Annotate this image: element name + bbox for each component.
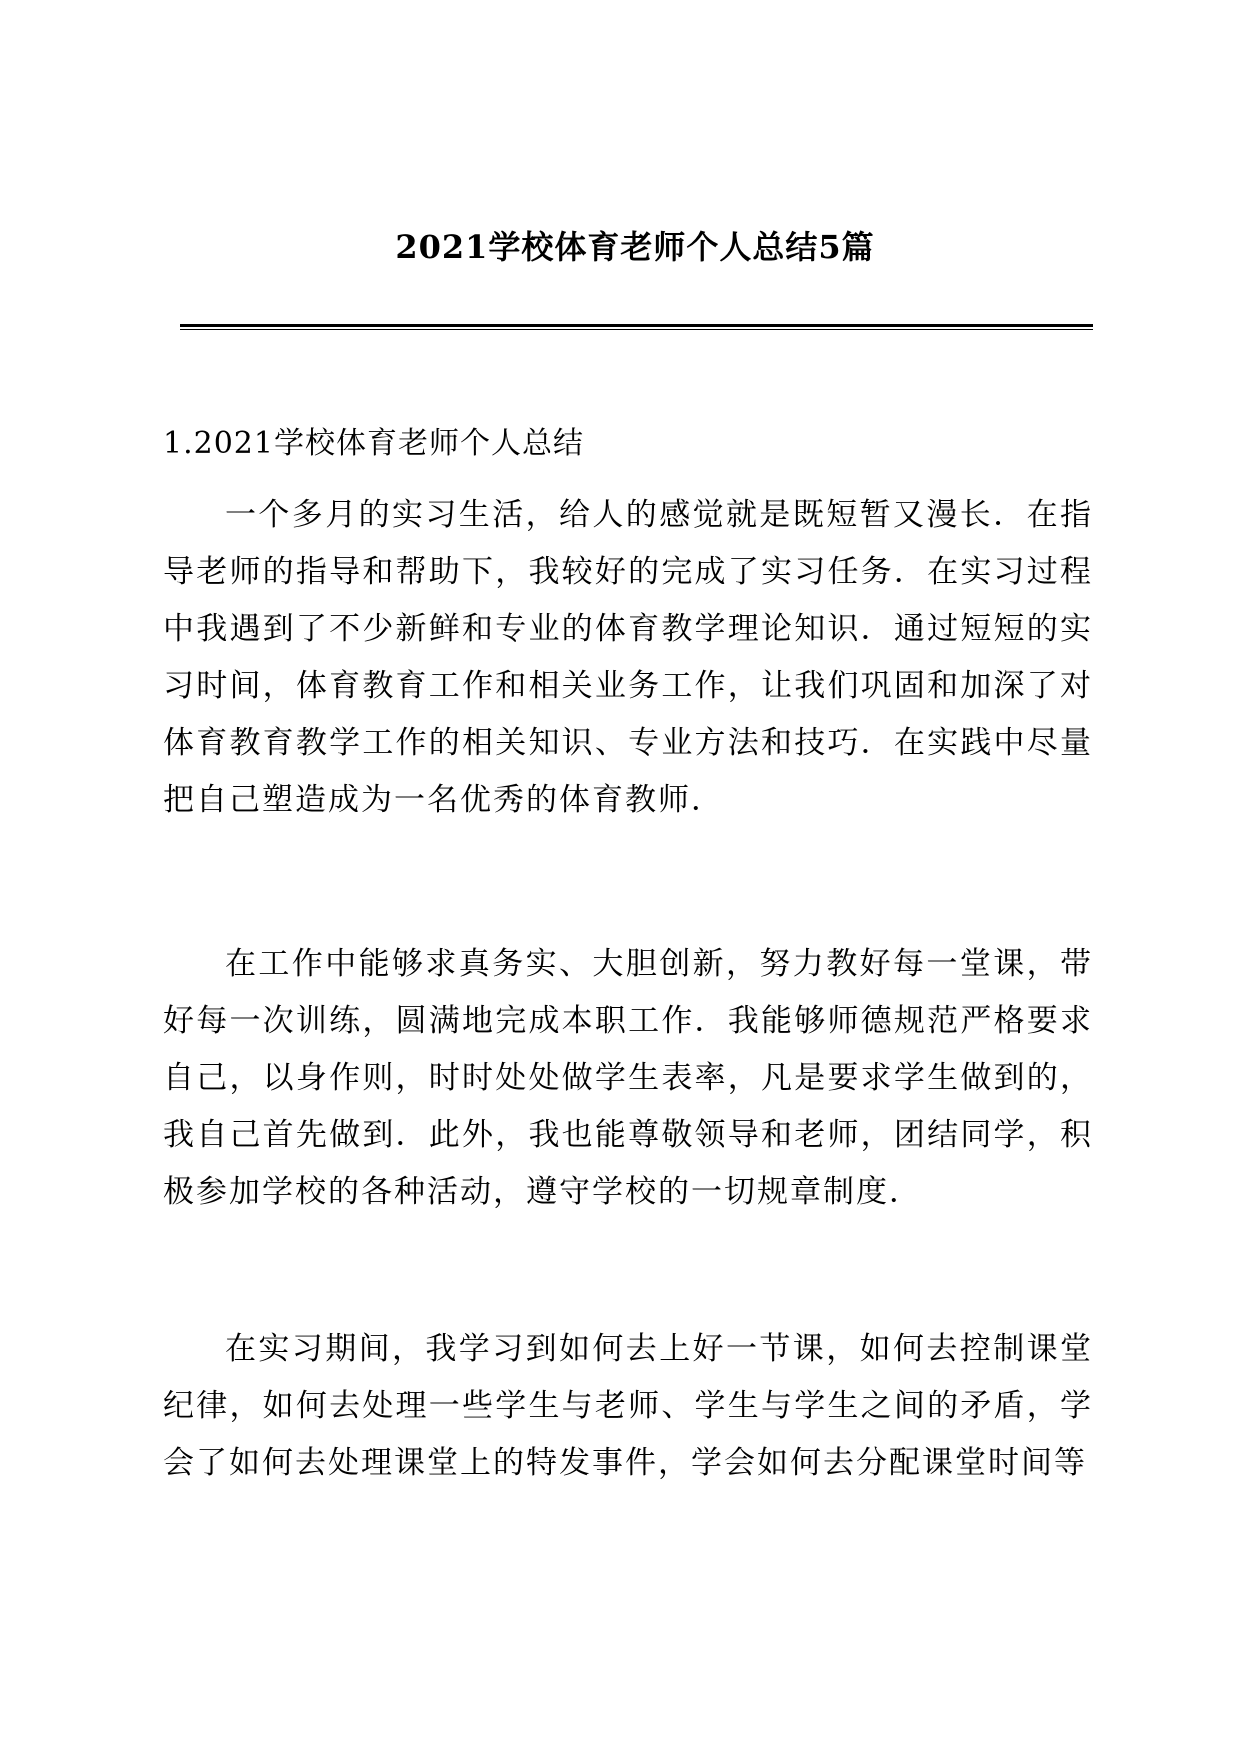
section-heading: 1.2021学校体育老师个人总结 [163, 426, 584, 461]
body-paragraph: 一个多月的实习生活，给人的感觉就是既短暂又漫长．在指导老师的指导和帮助下，我较好的完成了实习任务．在实习过程中我遇到了不少新鲜和专业的体育教学理论知识．通过短短的实习时间，体育教育工作和相关业务工作，让我们巩固和加深了对体育教育教学工作的相关知识、专业方法和技巧．在实践中尽量把自己塑造成为一名优秀的体育教师． [163, 497, 1093, 818]
title-double-rule [180, 324, 1093, 330]
document-title: 2021学校体育老师个人总结5篇 [395, 228, 875, 266]
body-paragraph: 在工作中能够求真务实、大胆创新，努力教好每一堂课，带好每一次训练，圆满地完成本职工作．我能够师德规范严格要求自己，以身作则，时时处处做学生表率，凡是要求学生做到的，我自己首先做到．此外，我也能尊敬领导和老师，团结同学，积极参加学校的各种活动，遵守学校的一切规章制度． [163, 946, 1093, 1210]
body-paragraph: 在实习期间，我学习到如何去上好一节课，如何去控制课堂纪律，如何去处理一些学生与老师、学生与学生之间的矛盾，学会了如何去处理课堂上的特发事件，学会如何去分配课堂时间等 [163, 1331, 1093, 1481]
